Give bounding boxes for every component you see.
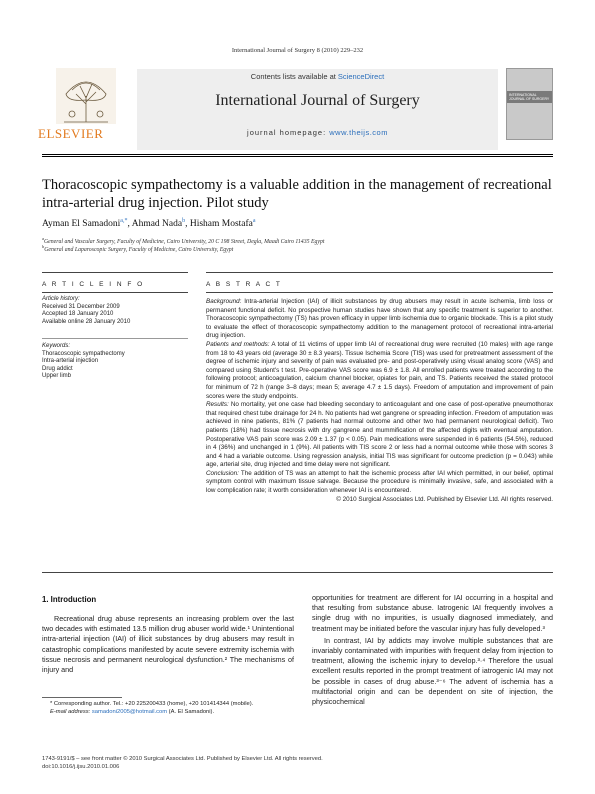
history-accepted: Accepted 18 January 2010 — [42, 311, 114, 317]
author-name[interactable]: Ayman El Samadoni — [42, 219, 121, 230]
history-online: Available online 28 January 2010 — [42, 318, 131, 325]
abstract-body — [206, 298, 553, 504]
abstract-heading: A B S T R A C T — [206, 281, 282, 288]
abstract-section-label: Background: — [206, 298, 242, 305]
author-email-link[interactable]: samadoni2005@hotmail.com — [91, 708, 168, 715]
front-matter-footer — [42, 756, 553, 771]
header-divider — [42, 154, 553, 155]
footnote-rule — [42, 697, 122, 698]
article-info-top-rule — [42, 272, 188, 273]
keywords-divider — [42, 338, 188, 339]
journal-homepage — [137, 128, 498, 137]
intro-left-column — [42, 614, 294, 677]
article-info-rule — [42, 292, 188, 293]
abstract-section-label: Results: — [206, 401, 229, 409]
abstract-rule — [206, 292, 553, 293]
article-info-heading: A R T I C L E I N F O — [42, 281, 145, 288]
body-paragraph: opportunities for treatment are different for IAI occurring in a hospital and that resulting from substance abuse. Iatrogenic IAI frequently involves a single drug with no impurities, is usually diagnosed immediately, and treatment may be initiated before the vascular injury has fully developed.³ — [312, 593, 553, 633]
affiliation-text: General and Vascular Surgery, Faculty of Medicine, Cairo University, 20 C 198 Street, Degla, Maadi Cairo 11435 Egypt — [44, 238, 325, 245]
sciencedirect-link[interactable]: ScienceDirect — [337, 72, 385, 81]
keyword-item: Drug addict — [42, 365, 73, 372]
affiliation-text: General and Laparoscopic Surgery, Faculty of Medicine, Cairo University, Egypt — [44, 246, 234, 253]
homepage-label: journal homepage: — [247, 128, 330, 137]
abstract-section-label: Patients and methods: — [206, 340, 270, 348]
abstract-bottom-rule — [42, 572, 553, 573]
abstract-conclusion — [206, 470, 553, 496]
publisher-logo-text: ELSEVIER — [38, 126, 104, 141]
author-name[interactable]: Hisham Mostafa — [189, 219, 253, 230]
abstract-background — [206, 298, 553, 341]
affiliation-marker: b — [42, 244, 45, 249]
affiliation-marker: a — [42, 236, 44, 241]
journal-cover-image — [506, 68, 553, 140]
body-paragraph: Recreational drug abuse represents an increasing problem over the last two decades with estimated 13.5 million drug abuser world wide.¹ Unintentional intra-arterial injection (IAI) of illicit substances by drug abusers may result in catastrophic complications manifested by acute severe extremity ischemia with tissue necrosis and permanent neurological dysfunction.² The mechanisms of injury and — [42, 614, 294, 675]
article-title: Thoracoscopic sympathectomy is a valuable addition in the management of recreational intra-arterial drug injection. Pilot study — [42, 177, 552, 211]
author-list: Ayman El Samadoni$^{a,*}$, Ahmad Nada$^b$, Hisham Mostafa$^a$ — [42, 218, 256, 230]
abstract-section-text: Intra-arterial Injection (IAI) of illicit substances by drug abusers may result in acute ischemia, limb loss or permanent functional deficit. No prospective human studies have shown that any specific treatment is superior to another. Thoracoscopic sympathectomy (TS) has proven efficacy in upper limb ischemia due to organic blockade. This is a pilot study to evaluate the effect of thoracoscopic sympathectomy addition to the management protocol of recreational intra-arterial drug injection. — [206, 298, 553, 340]
header-divider-secondary — [42, 156, 553, 157]
author-name[interactable]: Ahmad Nada — [131, 219, 183, 230]
section-heading-introduction: 1. Introduction — [42, 595, 97, 604]
abstract-section-label: Conclusion: — [206, 469, 239, 477]
contents-prefix: Contents lists available at — [250, 72, 338, 81]
elsevier-logo — [38, 68, 134, 148]
history-label: Article history: — [42, 296, 80, 302]
journal-citation: International Journal of Surgery 8 (2010) 229–232 — [231, 47, 364, 54]
history-received: Received 31 December 2009 — [42, 303, 120, 310]
keywords-block — [42, 343, 192, 381]
abstract-results — [206, 401, 553, 470]
article-history — [42, 296, 192, 326]
body-paragraph: In contrast, IAI by addicts may involve multiple substances that are invariably contaminated with impurities with frequent delay from injection to treatment, allowing the ischemic injury to develop.³·⁴ Therefore the usual excellent results reported in the prompt treatment of iatrogenic IAI may not be possible in cases of drug abuse.³⁻⁶ The advent of ischemia has a multifactorial origin and can be dependent on site of injection, the physicochemical — [312, 635, 553, 707]
intro-right-column — [312, 593, 553, 709]
email-label: E-mail address: — [50, 708, 92, 715]
homepage-link[interactable]: www.theijs.com — [329, 128, 388, 137]
tree-logo-icon — [56, 68, 116, 124]
abstract-section-text: The addition of TS was an attempt to halt the ischemic process after IAI which permitted, in our belief, optimal symptom control with maximum tissue salvage. Because the procedure is minimally invasive, safe, and associated with a low complication rate; it worth consideration whenever IAI is encountered. — [206, 469, 553, 495]
author-superscript[interactable]: a — [252, 218, 256, 224]
abstract-methods — [206, 341, 553, 401]
cover-caption: INTERNATIONAL JOURNAL OF SURGERY — [509, 93, 550, 101]
journal-title: International Journal of Surgery — [215, 92, 420, 109]
abstract-top-rule — [206, 272, 553, 273]
corresponding-author-footnote — [50, 701, 300, 716]
keyword-item: Thoracoscopic sympathectomy — [42, 350, 125, 357]
contents-available-line — [137, 72, 498, 81]
issn-line: 1743-9191/$ – see front matter © 2010 Surgical Associates Ltd. Published by Elsevier Ltd. All rights reserved. — [42, 756, 323, 762]
affiliation-b — [42, 244, 562, 253]
keyword-item: Intra-arterial injection — [42, 358, 99, 364]
email-suffix: (A. El Samadoni). — [167, 708, 215, 715]
author-superscript[interactable]: a,* — [120, 218, 128, 224]
abstract-section-text: No mortality, yet one case had bleeding secondary to anticoagulant and one case of post-operative pneumothorax that required chest tube drainage for 24 h. No patients had wet gangrene or spreading infection. Freedom of amputation was achieved in nine patients, 81% (7 patients had normal outcome and other two had permanent neurological deficit). Two patients (18%) had tissue necrosis with dry gangrene and mummification of the affected digits with eventual amputation. Postoperative VAS pain score was 2.09 ± 1.37 (p < 0.05). Pain medications were suspended in 6 patients (54.5%), reduced in 4 (36%) and unchanged in 1 (9%). All patients with TIS score 2 or less had a normal outcome while those with scores 3 and 4 had a variable outcome. Using regression analysis, initial TIS was significant for outcome prediction (p = 0.043) while age, arterial site, drug injected and time delay were not significant. — [206, 401, 553, 469]
copyright-notice: © 2010 Surgical Associates Ltd. Published by Elsevier Ltd. All rights reserved. — [336, 495, 553, 503]
footnote-contact: * Corresponding author. Tel.: +20 225200433 (home), +20 101414344 (mobile). — [50, 701, 254, 707]
author-superscript[interactable]: b — [182, 218, 186, 224]
keyword-item: Upper limb — [42, 373, 72, 379]
keywords-label: Keywords: — [42, 343, 71, 349]
doi-line[interactable]: doi:10.1016/j.ijsu.2010.01.006 — [42, 763, 120, 770]
abstract-section-text: A total of 11 victims of upper limb IAI of recreational drug were recruited (10 males) with age range from 18 to 43 years old (average 30 ± 8.3 years). Tissue Ischemia Score (TIS) was used for pretreatment assessment of the degree of ischemic injury and severity of pain was evaluated pre- and post-operatively using visual analog score (VAS) and compared using Student's t test. Pre-operative VAS score was 6.9 ± 1.8. All enrolled patients were treated according to the following protocol; anticoagulation, calcium channel blocker, opiates for pain, and TS. Patients received the stated protocol for minimum of 72 h (range 3–8 days; mean 5; average 4.7 ± 1.5 days). Freedom of amputation and improvement of pain scores were the study endpoints. — [206, 340, 553, 400]
